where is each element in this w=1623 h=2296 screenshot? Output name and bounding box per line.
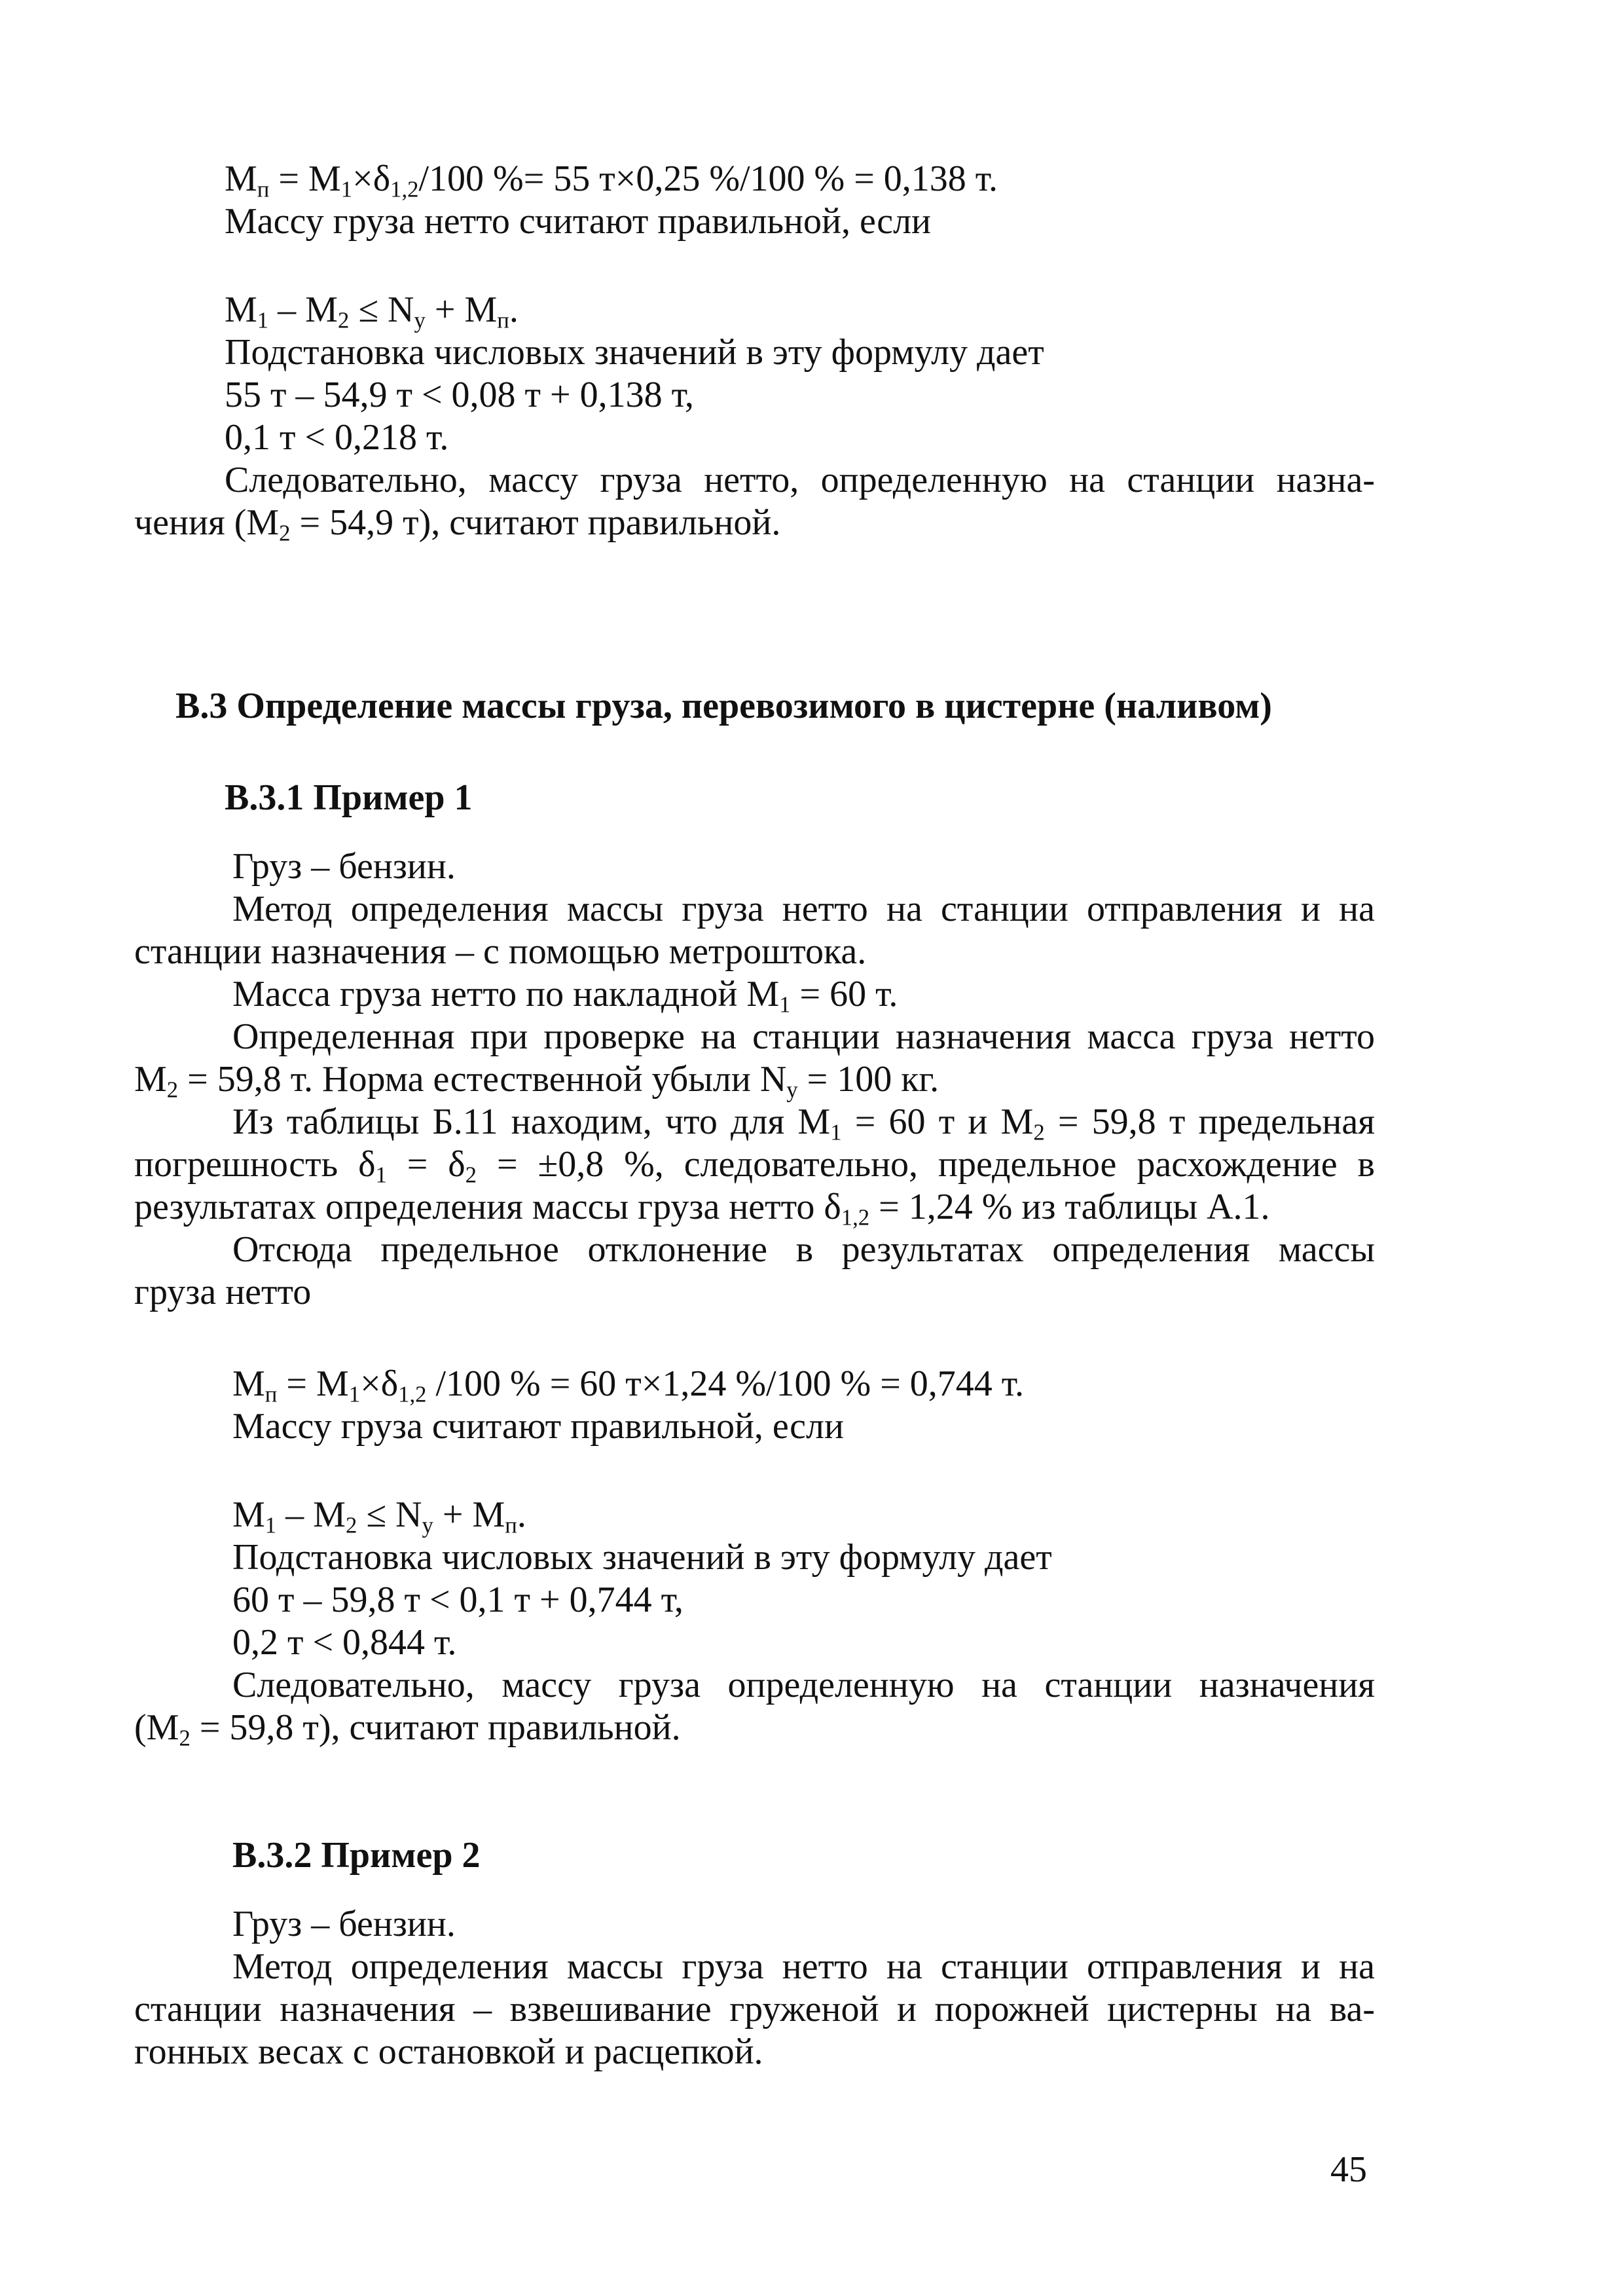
formula-condition-line: $M_1 - M_2 \le N_y + M_п$.: [232, 1494, 526, 1538]
text-line: Метод определения массы груза нетто на станции отправления и на: [232, 889, 1375, 929]
equation-line: 55 т – 54,9 т < 0,08 т + 0,138 т,: [225, 375, 694, 415]
text-line: погрешность $\delta_1 = \delta_2 = \pm 0,8$ %, следовательно, предельное расхождение в: [134, 1144, 1375, 1188]
text-line: Следовательно, массу груза нетто, определенную на станции назна-: [225, 460, 1375, 500]
example-heading: В.3.1 Пример 1: [225, 777, 473, 818]
text-line: Груз – бензин.: [232, 1904, 456, 1944]
text-line: ($M_2 = 59,8$ т), считают правильной.: [134, 1707, 681, 1751]
formula-mp-line: $M_п = M_1\times\delta_{1,2}/100$ %= 55 т×0,25 %/100 % = 0,138 т.: [225, 158, 998, 202]
text-line: станции назначения – взвешивание груженой и порожней цистерны на ва-: [134, 1989, 1375, 2029]
text-line: груза нетто: [134, 1272, 312, 1312]
text-line: Отсюда предельное отклонение в результатах определения массы: [232, 1229, 1375, 1270]
formula-condition-line: $M_1 - M_2 \le N_y + M_п$.: [225, 289, 519, 333]
equation-line: 0,1 т < 0,218 т.: [225, 417, 449, 458]
text-line: гонных весах с остановкой и расцепкой.: [134, 2031, 763, 2072]
text-line: результатах определения массы груза нетто $\delta_{1,2} = 1,24$ % из таблицы А.1.: [134, 1187, 1270, 1231]
equation-line: 0,2 т < 0,844 т.: [232, 1622, 457, 1663]
text-line: Подстановка числовых значений в эту формулу дает: [232, 1537, 1052, 1578]
text-line: Следовательно, массу груза определенную на станции назначения: [232, 1665, 1375, 1705]
section-heading: В.3 Определение массы груза, перевозимого в цистерне (наливом): [175, 686, 1272, 726]
equation-line: 60 т – 59,8 т < 0,1 т + 0,744 т,: [232, 1580, 684, 1620]
example-heading: В.3.2 Пример 2: [232, 1835, 481, 1876]
text-line: чения ($M_2 = 54,9$ т), считают правильной.: [134, 502, 781, 546]
text-line: Массу груза считают правильной, если: [232, 1406, 844, 1447]
text-line: Метод определения массы груза нетто на станции отправления и на: [232, 1946, 1375, 1987]
text-line: Масса груза нетто по накладной $M_1 = 60$ т.: [232, 974, 898, 1018]
text-line: станции назначения – с помощью метроштока.: [134, 931, 867, 972]
text-line: Подстановка числовых значений в эту формулу дает: [225, 332, 1044, 373]
text-line: Массу груза нетто считают правильной, если: [225, 201, 931, 242]
text-line: Из таблицы Б.11 находим, что для $M_1 = 60$ т и $M_2 = 59,8$ т предельная: [232, 1102, 1375, 1145]
text-line: $M_2 = 59,8$ т. Норма естественной убыли $N_y = 100$ кг.: [134, 1059, 939, 1103]
text-line: Определенная при проверке на станции назначения масса груза нетто: [232, 1016, 1375, 1057]
formula-mp-line: $M_п = M_1\times\delta_{1,2}$ /100 % = 60 т×1,24 %/100 % = 0,744 т.: [232, 1363, 1025, 1407]
page-number: 45: [1330, 2149, 1367, 2190]
text-line: Груз – бензин.: [232, 846, 456, 887]
